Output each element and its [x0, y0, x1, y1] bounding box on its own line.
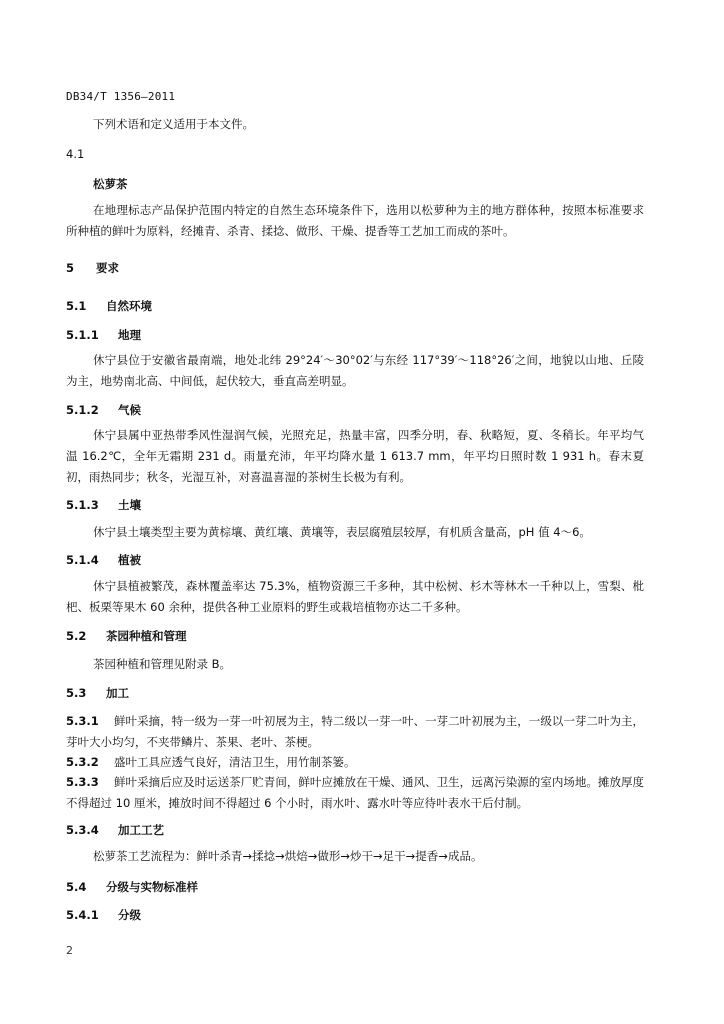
- section-body-5-1-2: 休宁县属中亚热带季风性湿润气候，光照充足，热量丰富，四季分明，春、秋略短，夏、冬稍长。年平均气温 16.2℃，全年无霜期 231 d。雨量充沛，年平均降水量 1 613.7 mm，年平均日照时数 1 931 h。春末夏初，雨热同步；秋冬，光湿互补，对喜温喜湿的茶树生长极为有利。: [66, 428, 644, 484]
- section-body-5-2: 茶园种植和管理见附录 B。: [93, 657, 232, 671]
- section-item-5-3-1: [66, 711, 644, 753]
- section-heading-5-1-1: [66, 325, 644, 346]
- section-title: 土壤: [118, 498, 142, 512]
- section-body: 鲜叶采摘，特一级为一芽一叶初展为主，特二级以一芽一叶、一芽二叶初展为主，一级以一芽二叶为主，芽叶大小均匀，不夹带鳞片、茶果、老叶、茶梗。: [66, 714, 644, 749]
- section-number: 5.1: [66, 299, 87, 313]
- term-number-text: 4.1: [66, 147, 85, 161]
- section-heading-5-4: [66, 877, 644, 898]
- standard-code-header: DB34/T 1356—2011: [66, 90, 176, 103]
- page-number: 2: [66, 944, 73, 957]
- section-number: 5.1.4: [66, 553, 99, 567]
- section-heading-5: [66, 258, 644, 279]
- section-number: 5.4.1: [66, 908, 99, 922]
- section-heading-5-3-4: [66, 820, 644, 841]
- section-number: 5.3.4: [66, 823, 99, 837]
- section-title: 茶园种植和管理: [106, 629, 187, 643]
- section-body-5-1-4: 休宁县植被繁茂，森林覆盖率达 75.3%，植物资源三千多种，其中松树、杉木等林木一千种以上，雪梨、枇杷、板栗等果木 60 余种，提供各种工业原料的野生或栽培植物亦达二千多种。: [66, 579, 644, 614]
- section-heading-5-3: [66, 683, 644, 704]
- section-heading-5-1-2: [66, 400, 644, 421]
- section-number: 5.1.3: [66, 498, 99, 512]
- section-title: 地理: [118, 328, 142, 342]
- section-title: 加工: [106, 686, 130, 700]
- section-number: 5.4: [66, 880, 87, 894]
- section-title: 要求: [96, 261, 120, 275]
- section-number: 5.3.1: [66, 714, 99, 728]
- section-number: 5: [66, 261, 75, 275]
- section-body: 盛叶工具应透气良好，清洁卫生，用竹制茶篓。: [114, 755, 356, 769]
- section-number: 5.1.1: [66, 328, 99, 342]
- term-definition: 在地理标志产品保护范围内特定的自然生态环境条件下，选用以松萝种为主的地方群体种，按照本标准要求所种植的鲜叶为原料，经摊青、杀青、揉捻、做形、干燥、提香等工艺加工而成的茶叶。: [66, 203, 644, 238]
- section-item-5-3-2: [66, 752, 644, 773]
- section-title: 植被: [118, 553, 142, 567]
- section-number: 5.1.2: [66, 403, 99, 417]
- section-heading-5-2: [66, 626, 644, 647]
- section-item-5-3-3: [66, 772, 644, 814]
- section-body-5-1-1: 休宁县位于安徽省最南端，地处北纬 29°24′～30°02′与东经 117°39′～118°26′之间，地貌以山地、丘陵为主，地势南北高、中间低，起伏较大，垂直高差明显。: [66, 353, 644, 388]
- section-body-5-1-3: 休宁县土壤类型主要为黄棕壤、黄红壤、黄壤等，表层腐殖层较厚，有机质含量高，pH 值 4～6。: [93, 525, 591, 539]
- section-title: 分级: [118, 908, 142, 922]
- term-title: 松萝茶: [93, 177, 128, 191]
- section-title: 气候: [118, 403, 142, 417]
- section-title: 自然环境: [106, 299, 153, 313]
- section-heading-5-1: [66, 296, 644, 317]
- section-title: 加工工艺: [118, 823, 165, 837]
- term-number: [66, 144, 644, 165]
- section-number: 5.2: [66, 629, 87, 643]
- section-heading-5-1-3: [66, 495, 644, 516]
- section-number: 5.3.3: [66, 775, 99, 789]
- section-heading-5-4-1: [66, 905, 644, 926]
- section-body: 鲜叶采摘后应及时运送茶厂贮青间，鲜叶应摊放在干燥、通风、卫生，远离污染源的室内场地。摊放厚度不得超过 10 厘米，摊放时间不得超过 6 个小时，雨水叶、露水叶等应待叶表水干后付制。: [66, 775, 644, 810]
- intro-text: 下列术语和定义适用于本文件。: [93, 117, 254, 131]
- section-body-5-3-4: 松萝茶工艺流程为：鲜叶杀青→揉捻→烘焙→做形→炒干→足干→提香→成品。: [93, 849, 483, 863]
- section-title: 分级与实物标准样: [106, 880, 199, 894]
- section-heading-5-1-4: [66, 550, 644, 571]
- section-number: 5.3.2: [66, 755, 99, 769]
- section-number: 5.3: [66, 686, 87, 700]
